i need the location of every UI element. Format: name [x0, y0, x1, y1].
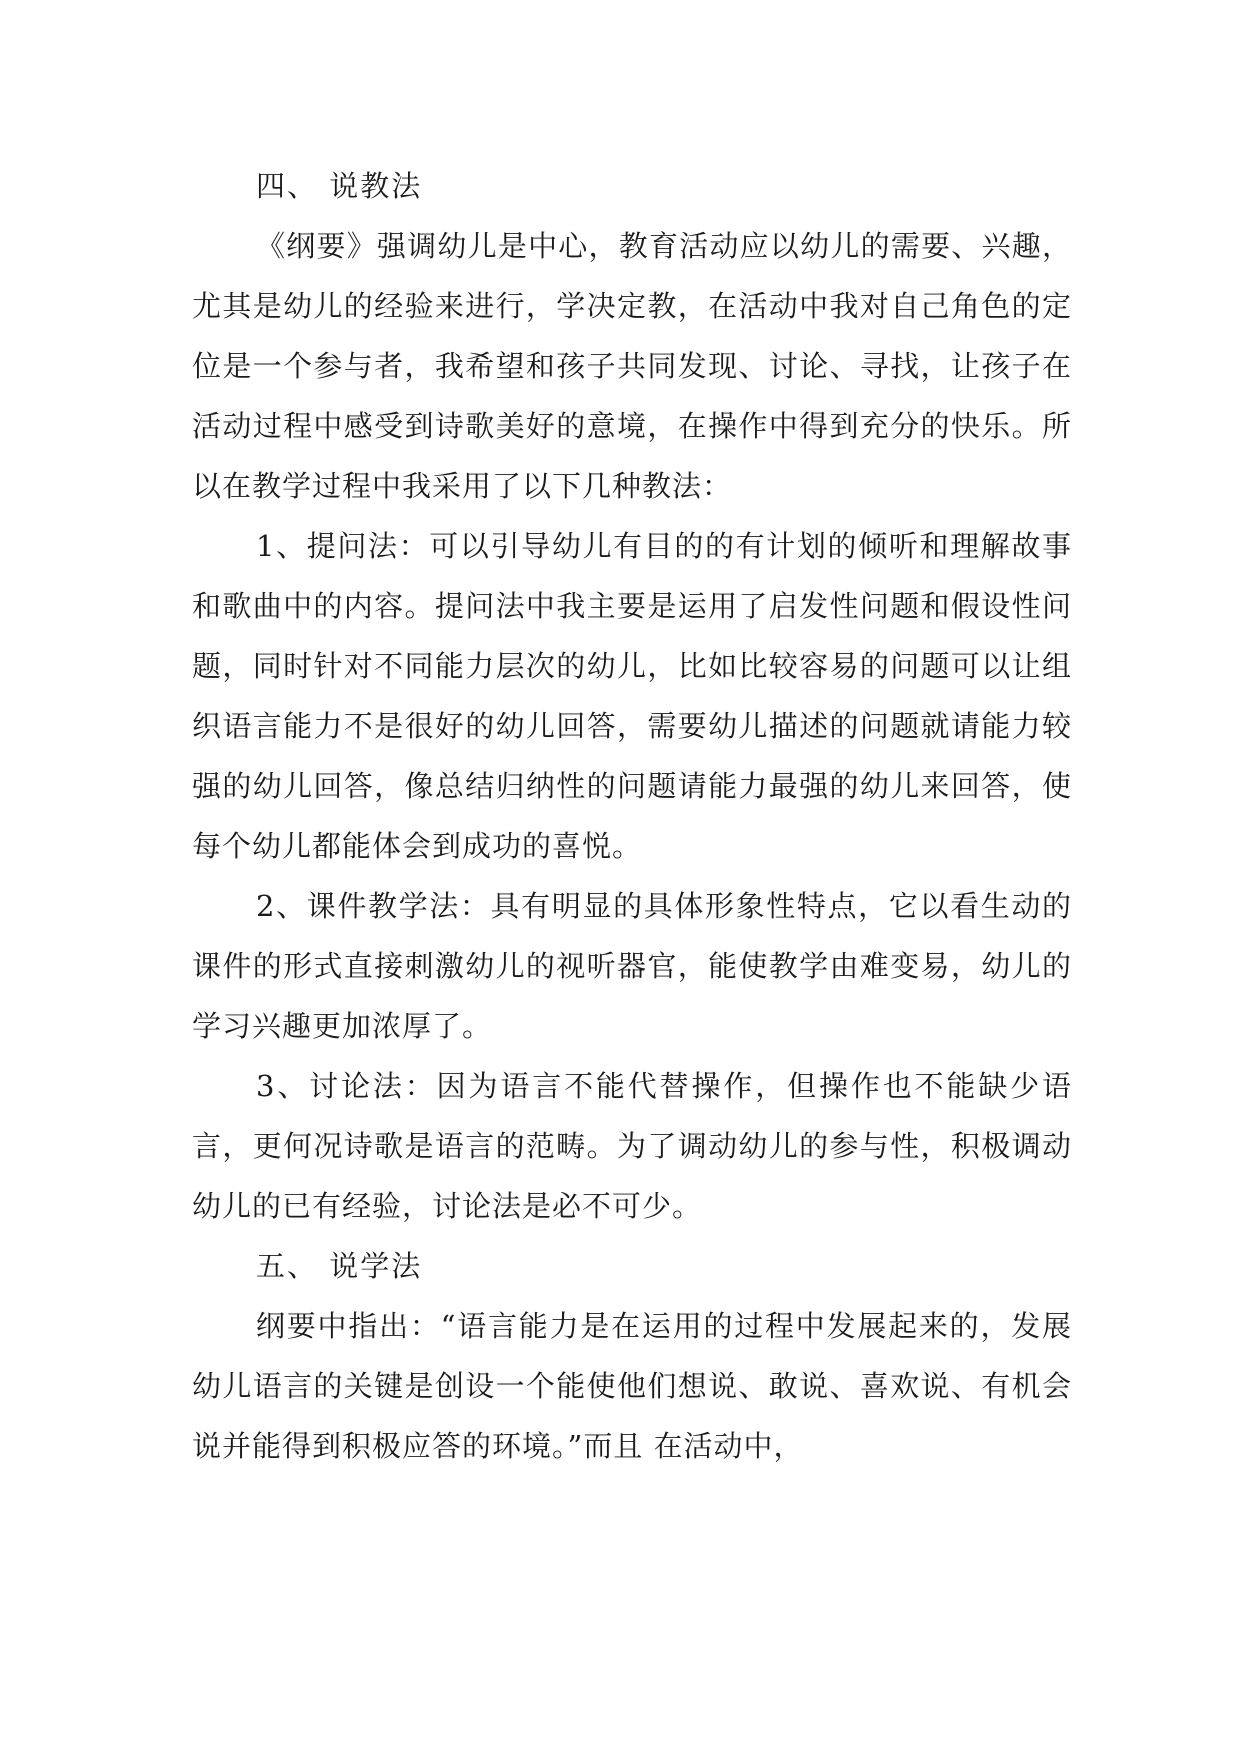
- section-heading-teaching-methods: 四、 说教法: [256, 169, 423, 203]
- document-body: [192, 156, 1072, 1476]
- paragraph-outline-emphasis: 《纲要》强调幼儿是中心，教育活动应以幼儿的需要、兴趣，尤其是幼儿的经验来进行，学决定教，在活动中我对自己角色的定位是一个参与者，我希望和孩子共同发现、讨论、寻找，让孩子在活动过程中感受到诗歌美好的意境，在操作中得到充分的快乐。所以在教学过程中我采用了以下几种教法：: [192, 229, 1072, 503]
- paragraph-courseware-method: 2、课件教学法：具有明显的具体形象性特点，它以看生动的课件的形式直接刺激幼儿的视听器官，能使教学由难变易，幼儿的学习兴趣更加浓厚了。: [192, 889, 1072, 1043]
- paragraph-outline-quote: 纲要中指出：“语言能力是在运用的过程中发展起来的，发展幼儿语言的关键是创设一个能使他们想说、敢说、喜欢说、有机会说并能得到积极应答的环境。”而且 在活动中，: [192, 1309, 1072, 1463]
- paragraph-discussion-method: 3、讨论法：因为语言不能代替操作，但操作也不能缺少语言，更何况诗歌是语言的范畴。为了调动幼儿的参与性，积极调动幼儿的已有经验，讨论法是必不可少。: [192, 1069, 1072, 1223]
- section-heading-learning-methods: 五、 说学法: [256, 1249, 423, 1283]
- paragraph-questioning-method: 1、提问法：可以引导幼儿有目的的有计划的倾听和理解故事和歌曲中的内容。提问法中我主要是运用了启发性问题和假设性问题，同时针对不同能力层次的幼儿，比如比较容易的问题可以让组织语言能力不是很好的幼儿回答，需要幼儿描述的问题就请能力较强的幼儿回答，像总结归纳性的问题请能力最强的幼儿来回答，使每个幼儿都能体会到成功的喜悦。: [192, 529, 1072, 863]
